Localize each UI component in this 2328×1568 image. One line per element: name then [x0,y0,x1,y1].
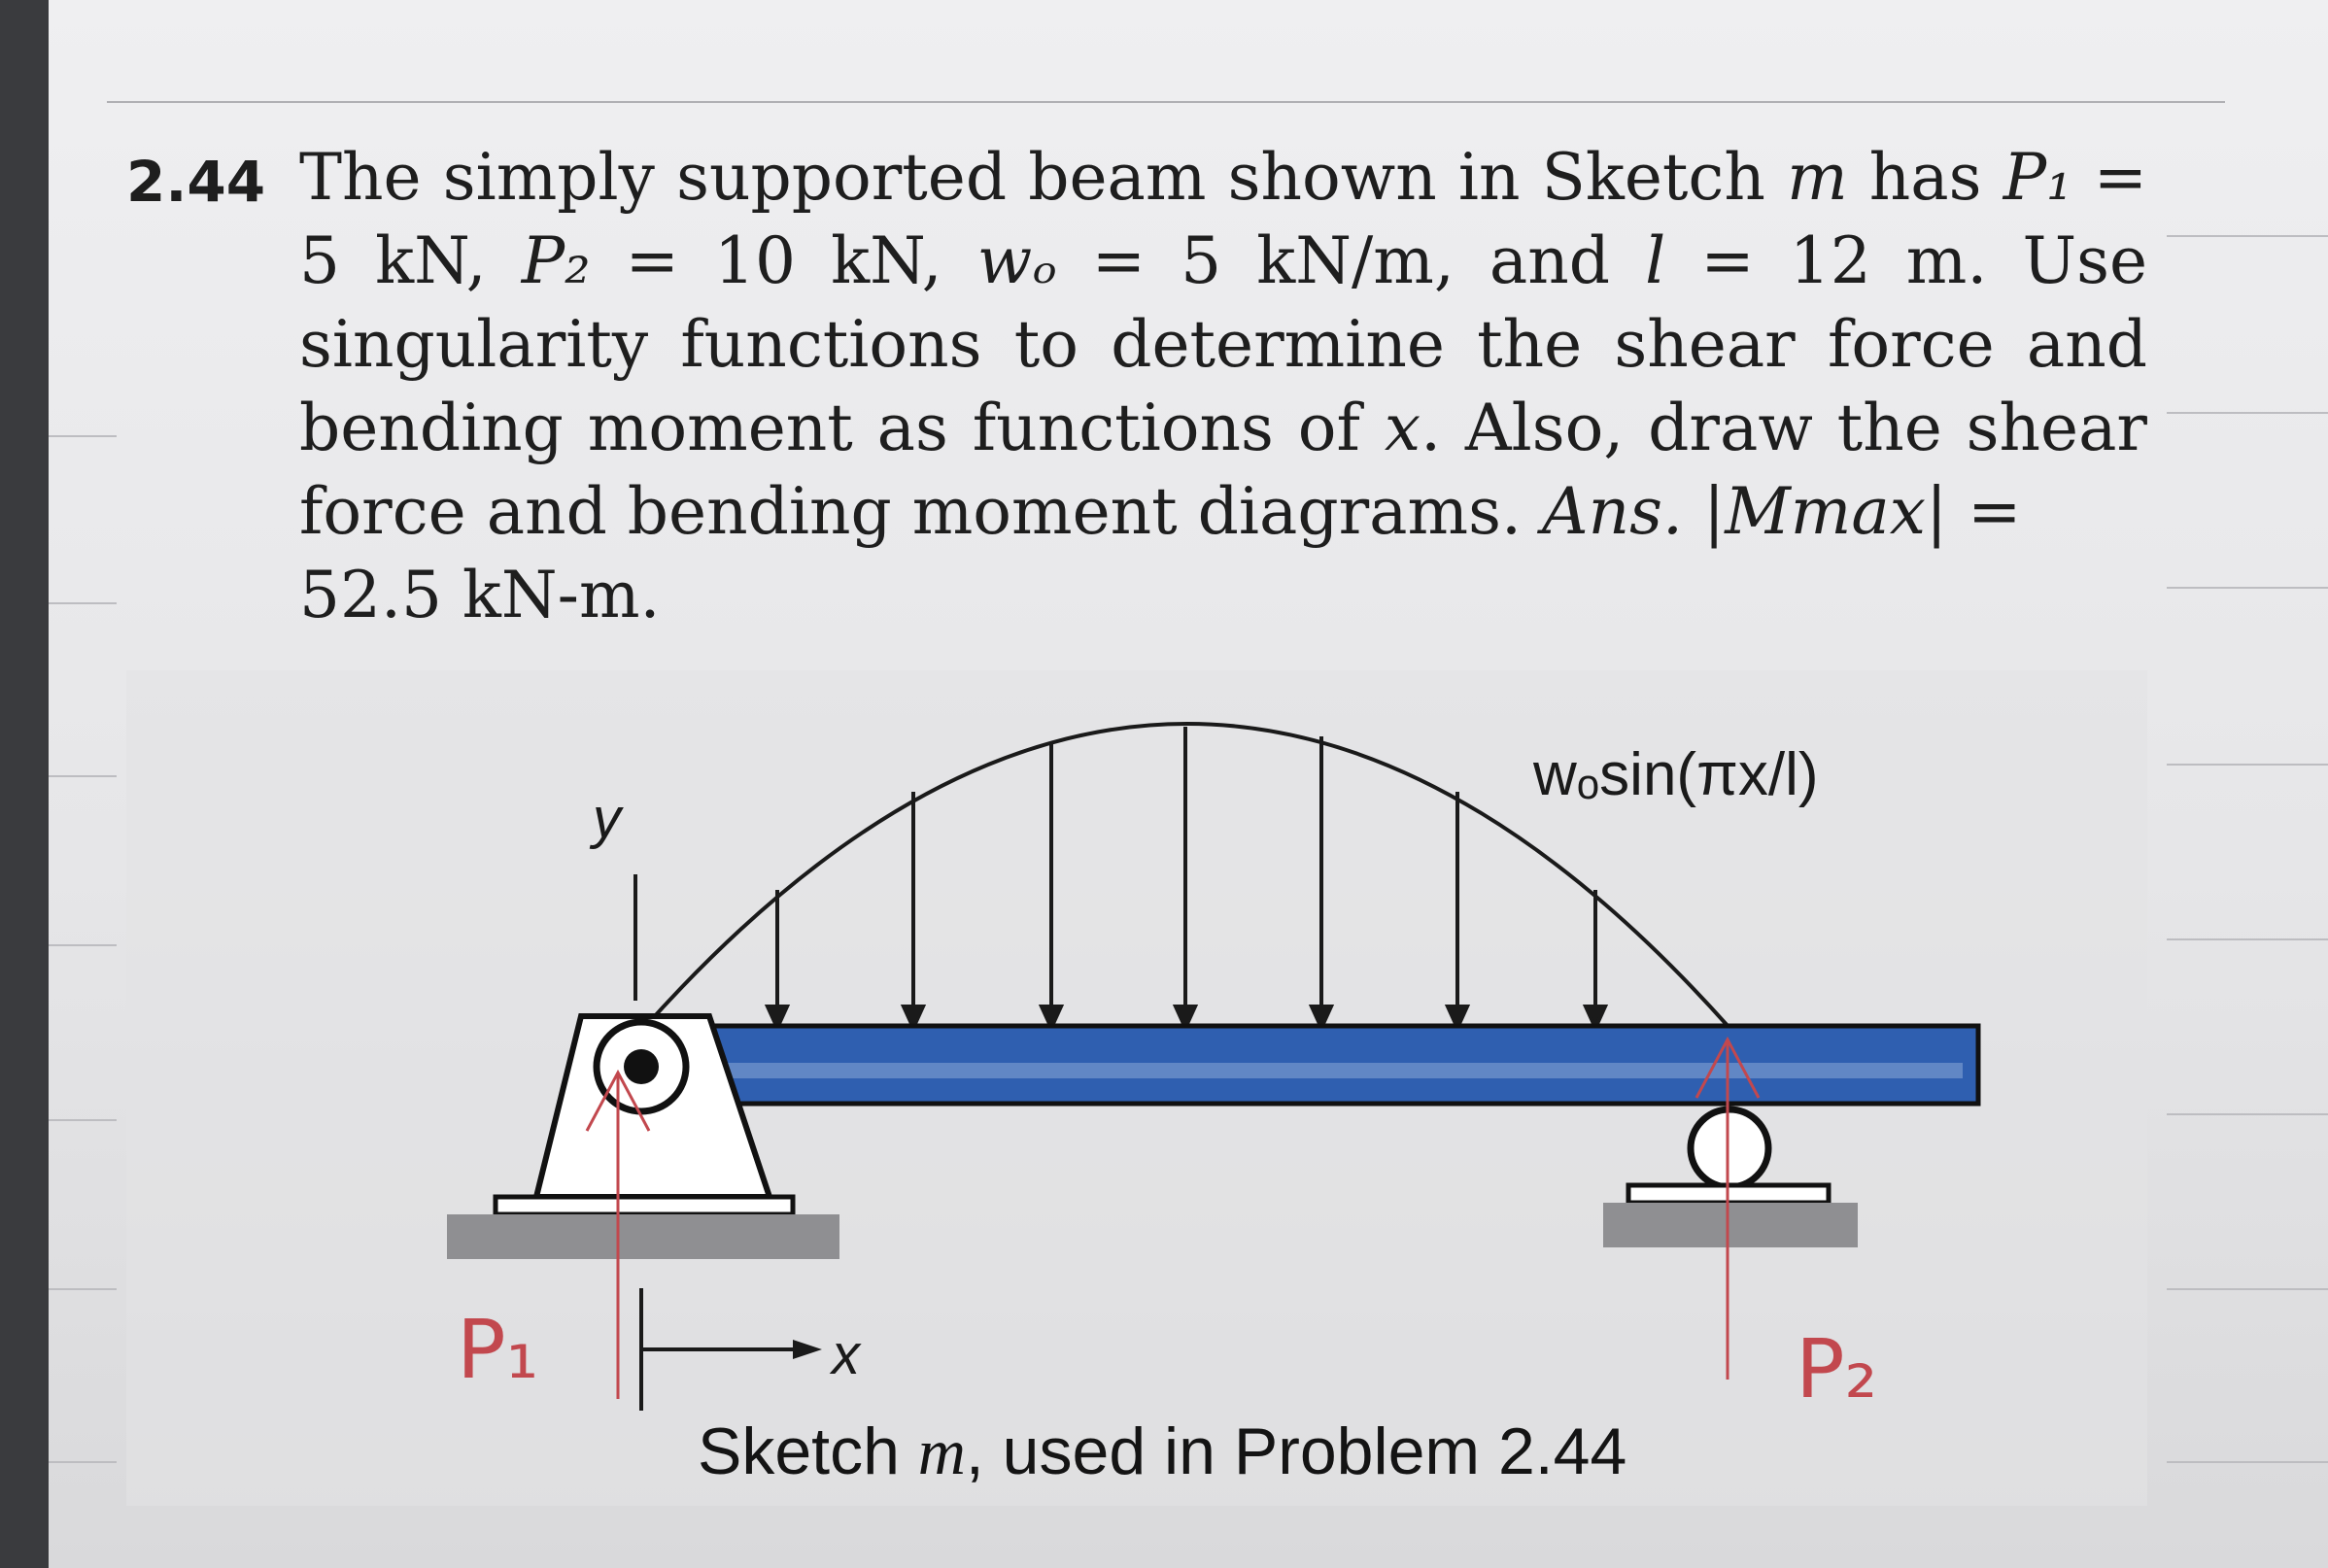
problem-number: 2.44 [126,149,266,215]
p1-symbol: P₁ [2003,140,2072,215]
handwritten-p2: P₂ [1796,1321,1878,1416]
l-value: = 12 m. Use singularity functions to determine the shear force and bending moment as functions of [299,223,2148,465]
answer-label: Ans. [1541,474,1683,549]
answer-value: 52.5 kN-m. [299,558,661,632]
sketch-letter: m [1787,140,1848,215]
load-label: wₒsin(πx/l) [1533,741,1819,808]
pin-center [624,1049,659,1084]
pin-ground [447,1214,839,1259]
handwritten-p1: P₁ [457,1302,539,1397]
problem-rest: . Also, draw the shear force and bending moment diagrams. [299,391,2147,549]
y-axis-label: y [593,787,621,850]
caption-prefix: Sketch [698,1415,918,1488]
caption-letter: m [917,1415,966,1488]
x-symbol: x [1384,391,1421,465]
roller-wheel [1691,1109,1768,1187]
problem-intro: The simply supported beam shown in Sketch [299,140,1788,215]
caption-suffix: , used in Problem 2.44 [965,1415,1627,1488]
beam-highlight [696,1063,1963,1078]
p2-symbol: P₂ [521,223,591,298]
l-symbol: l [1645,223,1666,298]
figure-caption [698,1414,1626,1490]
answer-expression: |Mmax| = [1702,474,2022,549]
pin-base-plate [496,1197,793,1214]
w0-symbol: wₒ [976,223,1057,298]
w0-value: = 5 kN/m, and [1056,223,1646,298]
p1-value: = 5 kN, [299,140,2148,298]
x-axis-label: x [832,1323,860,1386]
roller-ground [1603,1203,1858,1247]
problem-has: has [1847,140,2003,215]
p2-value: = 10 kN, [590,223,977,298]
